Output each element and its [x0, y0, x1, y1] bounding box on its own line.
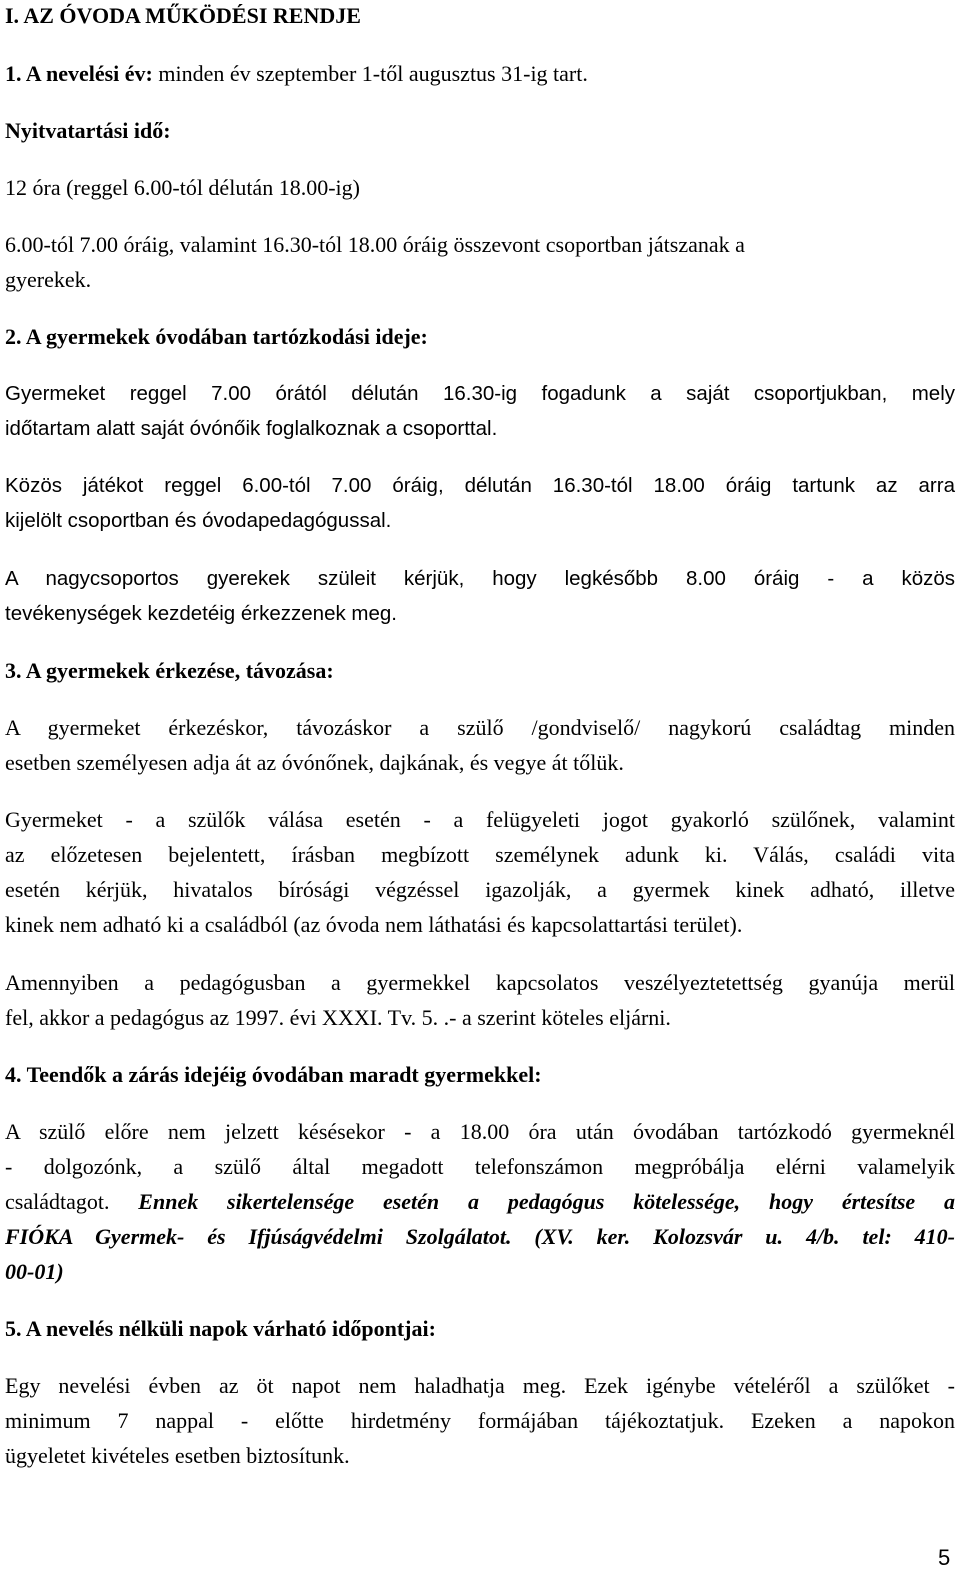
section-2-paragraph-1-line-1: Gyermeket reggel 7.00 órától délután 16.30-ig fogadunk a saját csoportjukban, mely	[5, 382, 955, 405]
section-3-paragraph-1-line-2: esetben személyesen adja át az óvónőnek, dajkának, és vegye át tőlük.	[5, 750, 624, 775]
section-4-line-4: FIÓKA Gyermek- és Ifjúságvédelmi Szolgálatot. (XV. ker. Kolozsvár u. 4/b. tel: 410-	[5, 1224, 955, 1249]
section-2-paragraph-2-line-2: kijelölt csoportban és óvodapedagógussal.	[5, 509, 392, 532]
section-5-heading: 5. A nevelés nélküli napok várható időpontjai:	[5, 1316, 436, 1341]
section-4-heading: 4. Teendők a zárás idejéig óvodában maradt gyermekkel:	[5, 1062, 542, 1087]
section-2-paragraph-3-line-1: A nagycsoportos gyerekek szüleit kérjük, hogy legkésőbb 8.00 óráig - a közös	[5, 567, 955, 590]
section-3-paragraph-1-line-1: A gyermeket érkezéskor, távozáskor a szülő /gondviselő/ nagykorú családtag minden	[5, 715, 955, 740]
document-title: I. AZ ÓVODA MŰKÖDÉSI RENDJE	[5, 3, 361, 28]
section-4-line-2: - dolgozónk, a szülő által megadott telefonszámon megpróbálja elérni valamelyik	[5, 1154, 955, 1179]
section-5-line-1: Egy nevelési évben az öt napot nem haladhatja meg. Ezek igénybe vételéről a szülőket -	[5, 1373, 955, 1398]
section-4-line-5: 00-01)	[5, 1259, 64, 1284]
joint-groups-line-2: gyerekek.	[5, 267, 92, 292]
section-3-paragraph-2-line-3: esetén kérjük, hivatalos bírósági végzéssel igazolják, a gyermek kinek adható, illetve	[5, 877, 955, 902]
section-2-paragraph-2-line-1: Közös játékot reggel 6.00-tól 7.00 óráig, délután 16.30-tól 18.00 óráig tartunk az arra	[5, 474, 955, 497]
section-4-line-3-emphasis: Ennek sikertelensége esetén a pedagógus kötelessége, hogy értesítse a	[138, 1189, 955, 1214]
section-1-heading: 1. A nevelési év:	[5, 61, 153, 86]
section-5-line-2: minimum 7 nappal - előtte hirdetmény formájában tájékoztatjuk. Ezeken a napokon	[5, 1408, 955, 1433]
section-2-paragraph-1-line-2: időtartam alatt saját óvónőik foglalkoznak a csoporttal.	[5, 417, 498, 440]
section-3-paragraph-2-line-1: Gyermeket - a szülők válása esetén - a felügyeleti jogot gyakorló szülőnek, valamint	[5, 807, 955, 832]
section-4-line-3-plain: családtagot.	[5, 1189, 139, 1214]
section-1-text: minden év szeptember 1-től augusztus 31-ig tart.	[152, 61, 588, 86]
section-3-paragraph-3-line-1: Amennyiben a pedagógusban a gyermekkel kapcsolatos veszélyeztetettség gyanúja merül	[5, 970, 955, 995]
joint-groups-line-1: 6.00-tól 7.00 óráig, valamint 16.30-tól 18.00 óráig összevont csoportban játszanak a	[5, 232, 745, 257]
section-2-paragraph-3-line-2: tevékenységek kezdetéig érkezzenek meg.	[5, 602, 398, 625]
opening-hours-text: 12 óra (reggel 6.00-tól délután 18.00-ig)	[5, 175, 360, 200]
section-1-line	[5, 61, 588, 87]
section-5-line-3: ügyeletet kivételes esetben biztosítunk.	[5, 1443, 350, 1468]
opening-hours-heading: Nyitvatartási idő:	[5, 118, 171, 143]
section-4-line-3	[5, 1189, 955, 1215]
section-3-paragraph-2-line-4: kinek nem adható ki a családból (az óvoda nem láthatási és kapcsolattartási terület).	[5, 912, 743, 937]
section-3-paragraph-2-line-2: az előzetesen bejelentett, írásban megbízott személynek adunk ki. Válás, családi vita	[5, 842, 955, 867]
page-number: 5	[938, 1545, 951, 1570]
section-4-line-1: A szülő előre nem jelzett késésekor - a 18.00 óra után óvodában tartózkodó gyermeknél	[5, 1119, 955, 1144]
section-3-heading: 3. A gyermekek érkezése, távozása:	[5, 658, 334, 683]
section-3-paragraph-3-line-2: fel, akkor a pedagógus az 1997. évi XXXI. Tv. 5. .- a szerint köteles eljárni.	[5, 1005, 671, 1030]
section-2-heading: 2. A gyermekek óvodában tartózkodási ideje:	[5, 324, 428, 349]
